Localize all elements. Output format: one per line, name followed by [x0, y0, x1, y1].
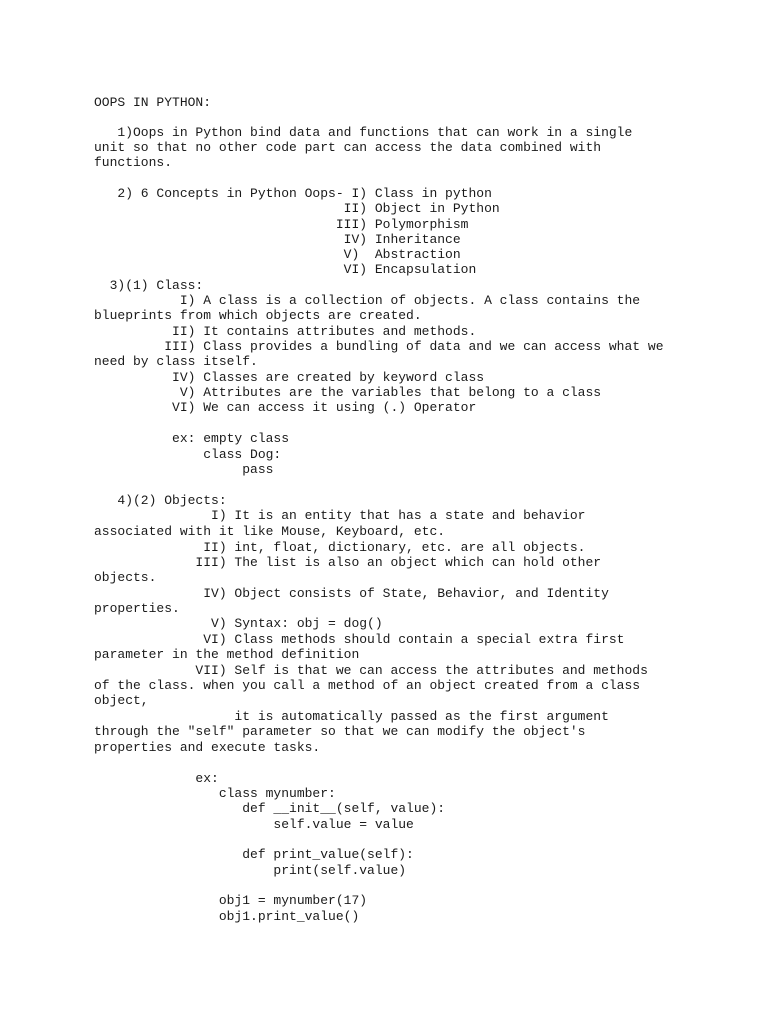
- text-line: blueprints from which objects are created.: [94, 308, 422, 323]
- code-line: def print_value(self):: [94, 847, 414, 862]
- text-line: objects.: [94, 570, 157, 585]
- text-line: IV) Classes are created by keyword class: [94, 370, 485, 385]
- text-line: parameter in the method definition: [94, 647, 360, 662]
- code-line: class Dog:: [94, 447, 282, 462]
- text-line: need by class itself.: [94, 354, 258, 369]
- text-line: associated with it like Mouse, Keyboard, etc.: [94, 524, 446, 539]
- text-line: IV) Object consists of State, Behavior, and Identity: [94, 586, 609, 601]
- concepts-list-line: IV) Inheritance: [94, 232, 461, 247]
- code-line: pass: [94, 462, 274, 477]
- text-line: V) Syntax: obj = dog(): [94, 616, 383, 631]
- text-line: through the "self" parameter so that we can modify the object's: [94, 724, 586, 739]
- concepts-list-line: V) Abstraction: [94, 247, 461, 262]
- text-line: I) It is an entity that has a state and behavior: [94, 508, 586, 523]
- code-line: obj1 = mynumber(17): [94, 893, 368, 908]
- example-label: ex: empty class: [94, 431, 290, 446]
- concepts-list-line: 2) 6 Concepts in Python Oops- I) Class in python: [94, 186, 492, 201]
- example-label: ex:: [94, 771, 219, 786]
- text-line: of the class. when you call a method of an object created from a class: [94, 678, 641, 693]
- text-line: III) Class provides a bundling of data and we can access what we: [94, 339, 664, 354]
- text-line: object,: [94, 693, 149, 708]
- text-line: unit so that no other code part can access the data combined with: [94, 140, 602, 155]
- heading-oops-in-python: OOPS IN PYTHON:: [94, 95, 212, 110]
- text-line: II) int, float, dictionary, etc. are all objects.: [94, 540, 586, 555]
- code-line: class mynumber:: [94, 786, 336, 801]
- text-line: properties.: [94, 601, 180, 616]
- concepts-list-line: II) Object in Python: [94, 201, 500, 216]
- text-line: I) A class is a collection of objects. A class contains the: [94, 293, 641, 308]
- section-heading-class: 3)(1) Class:: [94, 278, 204, 293]
- concepts-list-line: III) Polymorphism: [94, 217, 469, 232]
- text-line: VI) We can access it using (.) Operator: [94, 400, 477, 415]
- code-line: print(self.value): [94, 863, 407, 878]
- text-line: VII) Self is that we can access the attributes and methods: [94, 663, 648, 678]
- text-line: III) The list is also an object which can hold other: [94, 555, 602, 570]
- text-line: properties and execute tasks.: [94, 740, 321, 755]
- section-heading-objects: 4)(2) Objects:: [94, 493, 227, 508]
- code-line: def __init__(self, value):: [94, 801, 446, 816]
- code-line: self.value = value: [94, 817, 414, 832]
- code-line: obj1.print_value(): [94, 909, 360, 924]
- text-line: 1)Oops in Python bind data and functions that can work in a single: [94, 125, 633, 140]
- text-line: functions.: [94, 155, 173, 170]
- text-line: it is automatically passed as the first argument: [94, 709, 609, 724]
- text-line: VI) Class methods should contain a special extra first: [94, 632, 625, 647]
- text-line: V) Attributes are the variables that belong to a class: [94, 385, 602, 400]
- text-line: II) It contains attributes and methods.: [94, 324, 477, 339]
- concepts-list-line: VI) Encapsulation: [94, 262, 477, 277]
